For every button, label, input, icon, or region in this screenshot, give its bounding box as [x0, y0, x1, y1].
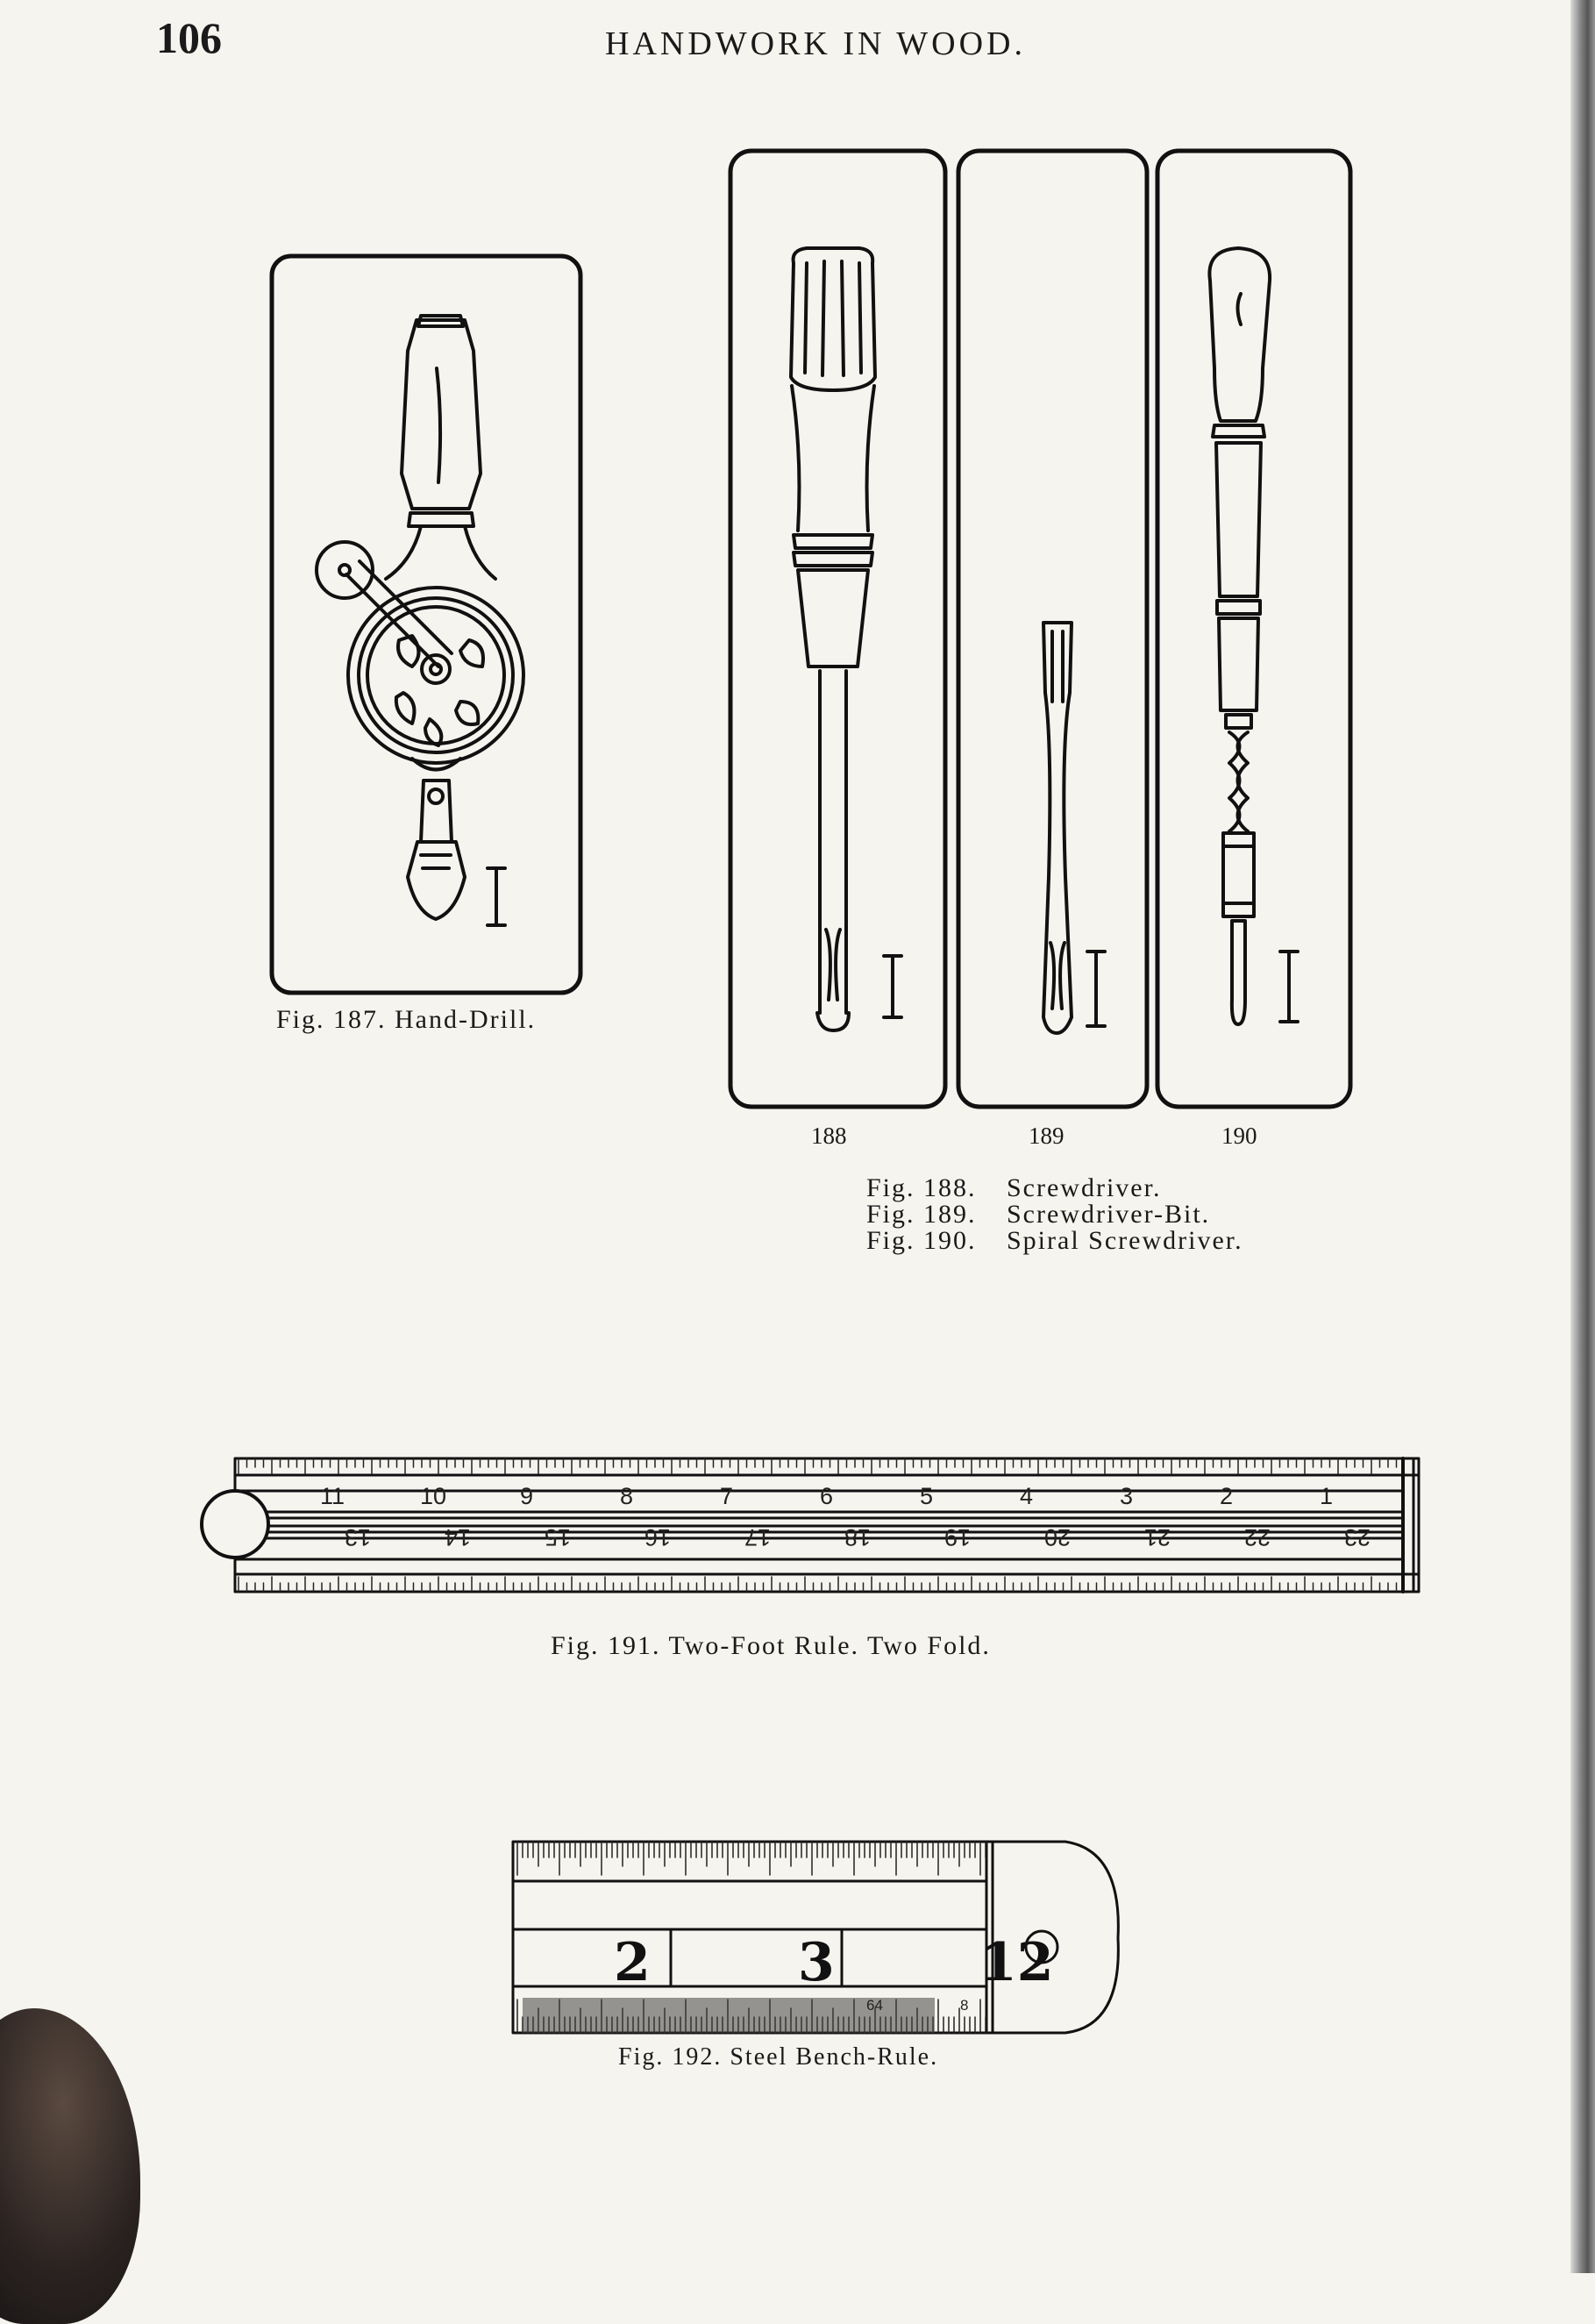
rule-top-number: 2	[1220, 1483, 1234, 1509]
bench-rule-small-number: 8	[960, 1997, 969, 2014]
rule-top-number: 3	[1120, 1483, 1134, 1509]
figure-number-190: 190	[1221, 1123, 1257, 1149]
caption-fig-190	[866, 1228, 1243, 1254]
caption-label: Fig. 188.	[866, 1173, 977, 1202]
rule-top-number: 8	[620, 1483, 634, 1509]
book-binding-edge	[1570, 0, 1595, 2273]
bench-rule-number: 3	[798, 1932, 835, 1993]
caption-block-188-190	[866, 1175, 1243, 1254]
screwdriver-bit-figure	[1043, 623, 1105, 1033]
rule-top-number: 5	[920, 1483, 934, 1509]
bench-rule-number: 2	[614, 1932, 651, 1993]
caption-label: Fig. 190.	[866, 1226, 977, 1255]
caption-fig-188	[866, 1175, 1243, 1201]
hand-drill-figure	[272, 256, 580, 993]
caption-text: Spiral Screwdriver.	[1007, 1226, 1243, 1255]
caption-label: Fig. 189.	[866, 1200, 977, 1229]
spiral-screwdriver-figure	[1209, 248, 1298, 1024]
running-title: HANDWORK IN WOOD.	[605, 25, 1026, 62]
rule-top-number: 7	[720, 1483, 734, 1509]
figure-number-188: 188	[811, 1123, 847, 1149]
rule-bottom-number: 15	[544, 1524, 571, 1551]
rule-top-number: 10	[420, 1483, 447, 1509]
rule-bottom-number: 21	[1143, 1524, 1171, 1551]
bench-rule-number: 12	[980, 1932, 1054, 1993]
rule-top-number: 11	[320, 1483, 345, 1509]
caption-fig-192: Fig. 192. Steel Bench-Rule.	[618, 2043, 939, 2071]
rule-top-number: 6	[820, 1483, 834, 1509]
rule-bottom-number: 18	[844, 1524, 871, 1551]
caption-text: Screwdriver.	[1007, 1173, 1162, 1202]
screwdriver-figure	[791, 248, 901, 1030]
rule-bottom-number: 16	[644, 1524, 671, 1551]
rule-top-number: 4	[1020, 1483, 1034, 1509]
caption-fig-187: Fig. 187. Hand-Drill.	[276, 1005, 537, 1034]
caption-text: Screwdriver-Bit.	[1007, 1200, 1211, 1229]
rule-bottom-number: 13	[344, 1524, 371, 1551]
bench-rule-small-number: 64	[866, 1997, 883, 2014]
page-number: 106	[156, 13, 222, 62]
caption-fig-189	[866, 1201, 1243, 1228]
caption-fig-191: Fig. 191. Two-Foot Rule. Two Fold.	[551, 1631, 991, 1660]
rule-top-number: 9	[520, 1483, 534, 1509]
rule-bottom-number: 17	[744, 1524, 771, 1551]
rule-bottom-number: 14	[444, 1524, 471, 1551]
rule-top-number: 1	[1320, 1483, 1334, 1509]
rule-bottom-number: 23	[1343, 1524, 1371, 1551]
two-foot-rule-figure	[235, 1458, 1419, 1592]
rule-bottom-number: 22	[1243, 1524, 1271, 1551]
rule-bottom-number: 20	[1043, 1524, 1071, 1551]
figure-number-189: 189	[1029, 1123, 1065, 1149]
rule-bottom-number: 19	[943, 1524, 971, 1551]
